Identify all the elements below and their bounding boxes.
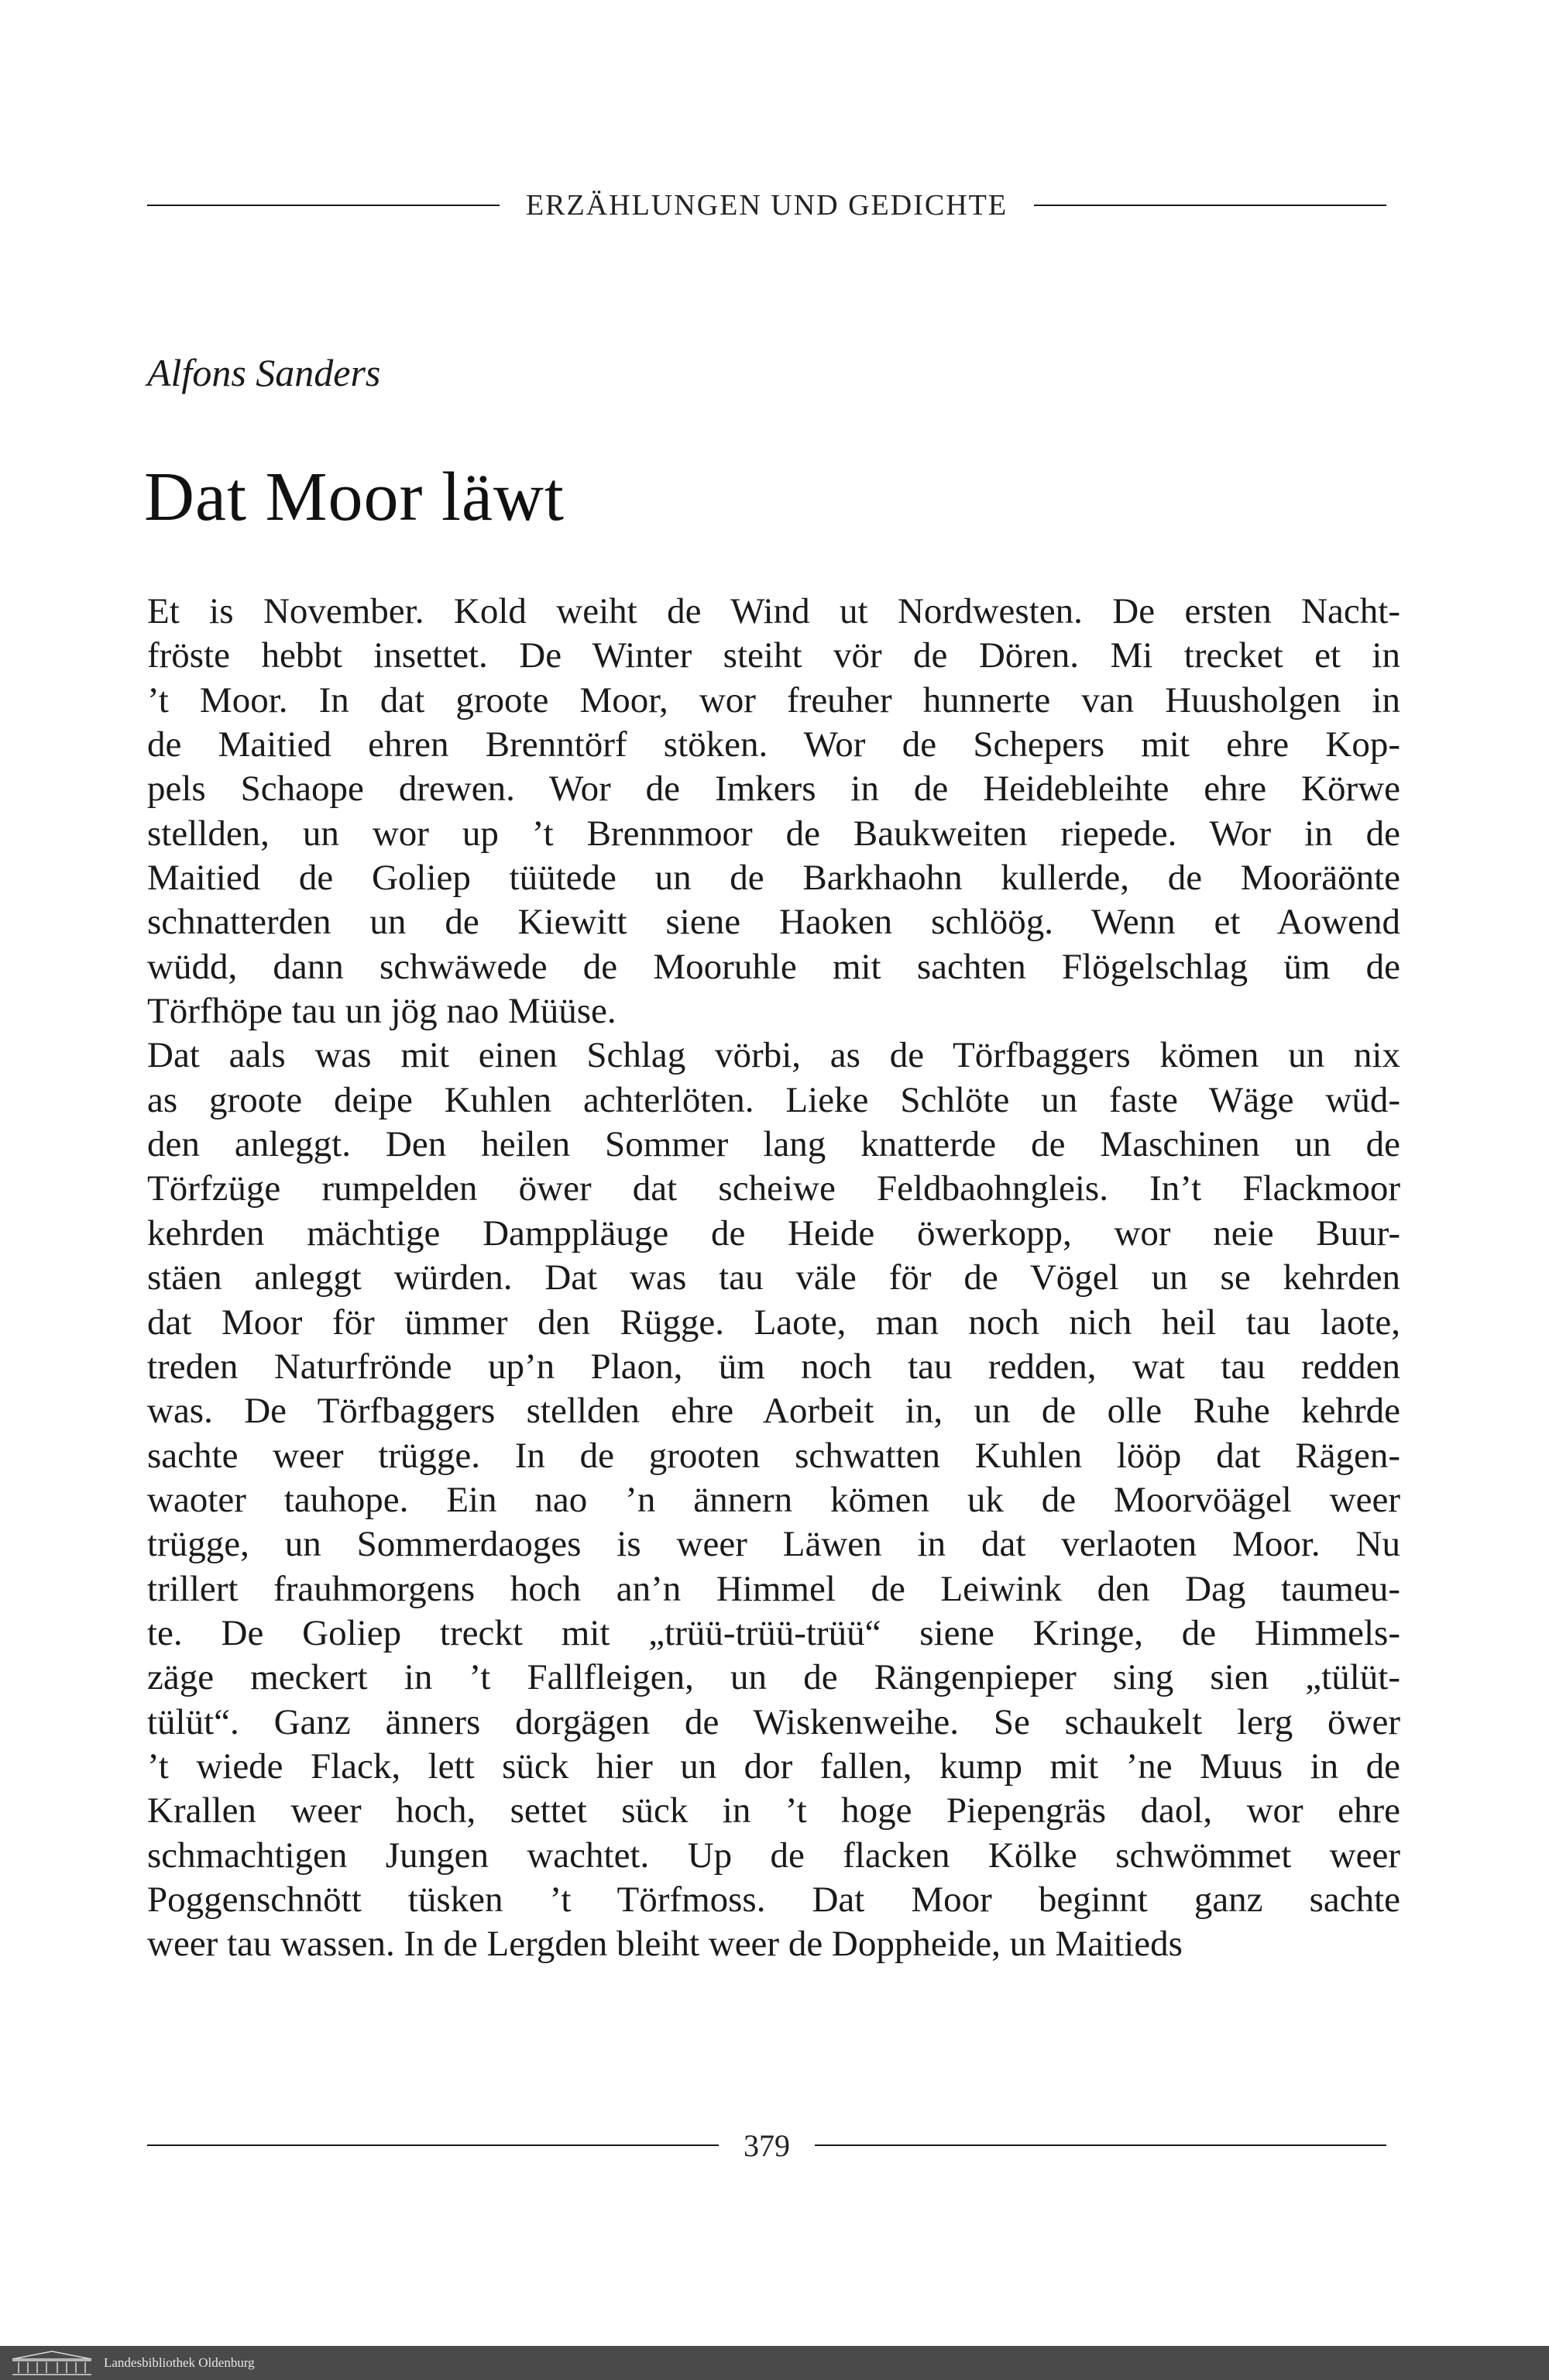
text-line: stäen anleggt würden. Dat was tau väle för de Vögel un se kehrden [147,1257,1400,1298]
footer-rule-right [815,2144,1386,2146]
body-text [147,590,1400,1967]
text-line: wüdd, dann schwäwede de Mooruhle mit sachten Flögelschlag üm de [147,946,1400,987]
library-building-icon [9,2350,94,2376]
text-line: trügge, un Sommerdaoges is weer Läwen in dat verlaoten Moor. Nu [147,1524,1400,1565]
header-rule-right [1034,205,1386,206]
text-line: ’t Moor. In dat groote Moor, wor freuher hunnerte van Huusholgen in [147,679,1400,721]
text-line: schnatterden un de Kiewitt siene Haoken schlöög. Wenn et Aowend [147,902,1400,943]
text-line: fröste hebbt insettet. De Winter steiht vör de Dören. Mi trecket et in [147,635,1400,676]
library-name: Landesbibliothek Oldenburg [104,2355,255,2370]
header-rule-left [147,205,500,206]
text-line: zäge meckert in ’t Fallfleigen, un de Rängenpieper sing sien „tülüt- [147,1657,1400,1698]
library-footer-strip [0,2346,1549,2380]
text-line: ’t wiede Flack, lett sück hier un dor fallen, kump mit ’ne Muus in de [147,1745,1400,1787]
text-line: te. De Goliep treckt mit „trüü-trüü-trüü“ siene Kringe, de Himmels- [147,1612,1400,1653]
text-line: stellden, un wor up ’t Brennmoor de Baukweiten riepede. Wor in de [147,813,1400,854]
text-line: as groote deipe Kuhlen achterlöten. Lieke Schlöte un faste Wäge wüd- [147,1079,1400,1120]
story-title: Dat Moor läwt [144,459,565,535]
text-line: dat Moor för ümmer den Rügge. Laote, man noch nich heil tau laote, [147,1302,1400,1343]
running-header [147,186,1386,225]
text-line: Törfzüge rumpelden öwer dat scheiwe Feldbaohngleis. In’t Flackmoor [147,1168,1400,1209]
text-line: pels Schaope drewen. Wor de Imkers in de Heidebleihte ehre Körwe [147,769,1400,810]
author-name: Alfons Sanders [147,351,381,394]
text-line: de Maitied ehren Brenntörf stöken. Wor de Schepers mit ehre Kop- [147,724,1400,765]
running-title: ERZÄHLUNGEN UND GEDICHTE [525,189,1008,222]
text-line: Törfhöpe tau un jög nao Müüse. [147,991,617,1032]
text-line: waoter tauhope. Ein nao ’n ännern kömen uk de Moorvöägel weer [147,1479,1400,1520]
text-line: den anleggt. Den heilen Sommer lang knatterde de Maschinen un de [147,1124,1400,1165]
text-line: Maitied de Goliep tüütede un de Barkhaohn kullerde, de Mooräönte [147,858,1400,899]
text-line: Poggenschnött tüsken ’t Törfmoss. Dat Moor beginnt ganz sachte [147,1879,1400,1920]
text-line: Krallen weer hoch, settet sück in ’t hoge Piepengräs daol, wor ehre [147,1790,1400,1831]
text-line: treden Naturfrönde up’n Plaon, üm noch tau redden, wat tau redden [147,1346,1400,1387]
text-line: tülüt“. Ganz änners dorgägen de Wiskenweihe. Se schaukelt lerg öwer [147,1701,1400,1742]
text-line: kehrden mächtige Damppläuge de Heide öwerkopp, wor neie Buur- [147,1212,1400,1254]
text-line: weer tau wassen. In de Lergden bleiht weer de Doppheide, un Maitieds [147,1924,1183,1965]
page-number: 379 [744,2127,790,2163]
text-line: was. De Törfbaggers stellden ehre Aorbeit in, un de olle Ruhe kehrde [147,1391,1400,1432]
page-footer [147,2126,1386,2165]
text-line: Et is November. Kold weiht de Wind ut Nordwesten. De ersten Nacht- [147,591,1400,631]
text-line: schmachtigen Jungen wachtet. Up de flacken Kölke schwömmet weer [147,1835,1400,1876]
text-line: Dat aals was mit einen Schlag vörbi, as de Törfbaggers kömen un nix [147,1035,1400,1076]
footer-rule-left [147,2144,719,2146]
text-line: trillert frauhmorgens hoch an’n Himmel de Leiwink den Dag taumeu- [147,1568,1400,1609]
text-line: sachte weer trügge. In de grooten schwatten Kuhlen lööp dat Rägen- [147,1435,1400,1476]
